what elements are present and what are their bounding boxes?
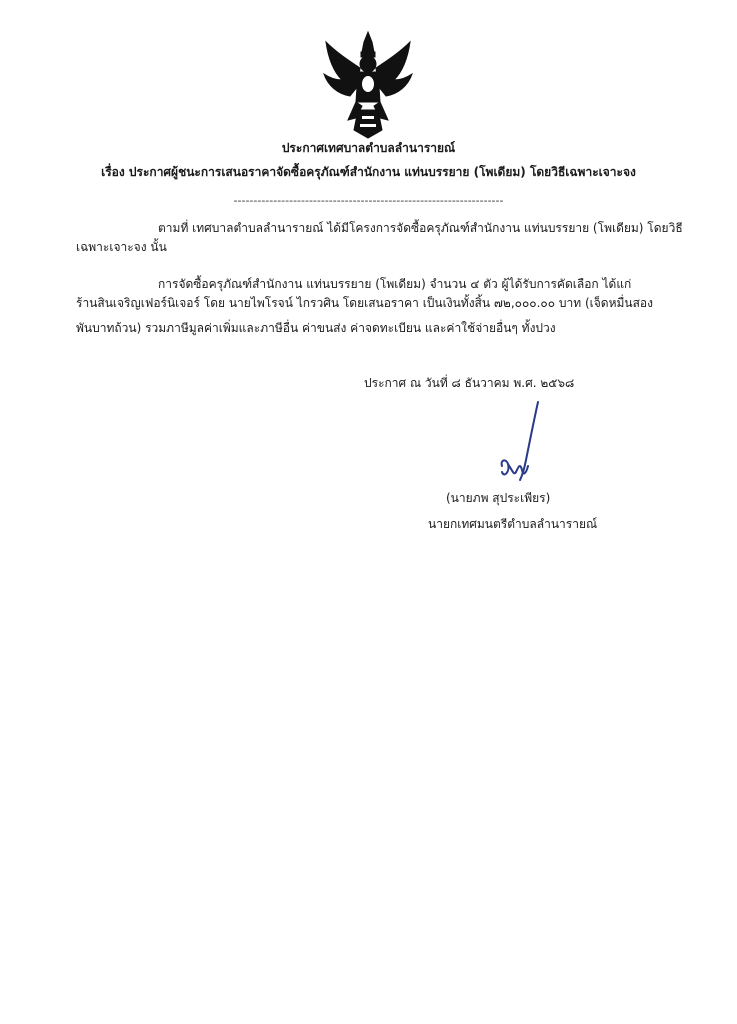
announce-date: ประกาศ ณ วันที่ ๘ ธันวาคม พ.ศ. ๒๕๖๘ — [364, 376, 575, 390]
signature-icon — [490, 400, 550, 490]
signer-position: นายกเทศมนตรีตำบลลำนารายณ์ — [428, 517, 598, 531]
announcement-title: ประกาศเทศบาลตำบลลำนารายณ์ — [281, 141, 456, 155]
divider-line: -------------------------------------------------------------------- — [233, 194, 504, 207]
paragraph2-line2: ร้านสินเจริญเฟอร์นิเจอร์ โดย นายไพโรจน์ ไกรวศิน โดยเสนอราคา เป็นเงินทั้งสิ้น ๗๒,๐๐๐.๐๐ บาท (เจ็ดหมื่นสอง — [76, 296, 653, 310]
signer-name: (นายภพ สุประเพียร) — [446, 491, 551, 505]
paragraph1-line1: ตามที่ เทศบาลตำบลลำนารายณ์ ได้มีโครงการจัดซื้อครุภัณฑ์สำนักงาน แท่นบรรยาย (โพเดียม) โดยวิธี — [158, 221, 683, 235]
paragraph2-line1: การจัดซื้อครุภัณฑ์สำนักงาน แท่นบรรยาย (โพเดียม) จำนวน ๔ ตัว ผู้ได้รับการคัดเลือก ได้แก่ — [158, 277, 632, 291]
paragraph1-line2: เฉพาะเจาะจง นั้น — [76, 240, 167, 254]
paragraph2-line3: พันบาทถ้วน) รวมภาษีมูลค่าเพิ่มและภาษีอื่น ค่าขนส่ง ค่าจดทะเบียน และค่าใช้จ่ายอื่นๆ ทั้งปวง — [76, 321, 556, 335]
garuda-emblem-icon — [318, 30, 418, 140]
announcement-subject: เรื่อง ประกาศผู้ชนะการเสนอราคาจัดซื้อครุภัณฑ์สำนักงาน แท่นบรรยาย (โพเดียม) โดยวิธีเฉพาะเจาะจง — [101, 165, 636, 179]
